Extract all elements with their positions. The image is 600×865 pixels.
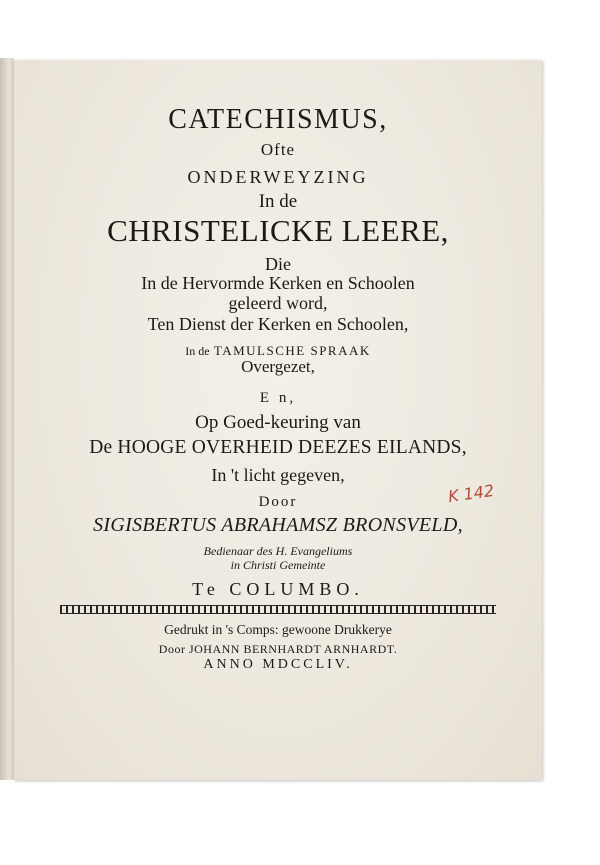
dienst-line: Ten Dienst der Kerken en Schoolen, <box>147 314 409 334</box>
role-line-2: in Christi Gemeinte <box>230 558 326 572</box>
in-de-small: In de <box>185 344 210 358</box>
book-spine <box>0 58 14 780</box>
door-line: Door <box>258 494 298 510</box>
book-title: CATECHISMUS, <box>168 104 388 135</box>
place-line: Te COLUMBO. <box>192 579 364 599</box>
onderweyzing-line: ONDERWEYZING <box>187 167 369 187</box>
kerken-line: In de Hervormde Kerken en Schoolen <box>141 273 415 293</box>
overgezet-line: Overgezet, <box>241 357 315 376</box>
leere-line: CHRISTELICKE LEERE, <box>107 213 449 248</box>
printer-line-1: Gedrukt in 's Comps: gewoone Drukkerye <box>164 622 392 637</box>
ofte-line: Ofte <box>260 140 296 159</box>
in-de-line: In de <box>258 191 298 212</box>
die-line: Die <box>265 254 291 274</box>
author-line: SIGISBERTUS ABRAHAMSZ BRONSVELD, <box>93 514 463 536</box>
handwritten-annotation: K 142 <box>446 480 496 507</box>
overheid-line: De HOOGE OVERHEID DEEZES EILANDS, <box>89 437 467 458</box>
year-line: ANNO MDCCLIV. <box>203 657 353 672</box>
en-line: E n, <box>259 390 297 406</box>
ornamental-rule <box>60 605 496 614</box>
geleerd-line: geleerd word, <box>228 293 328 313</box>
goedkeuring-line: Op Goed-keuring van <box>195 412 361 433</box>
tamulsche-spraak: TAMULSCHE SPRAAK <box>213 343 371 358</box>
licht-line: In 't licht gegeven, <box>211 465 345 485</box>
title-page <box>14 60 542 780</box>
printer-line-2: Door JOHANN BERNHARDT ARNHARDT. <box>158 642 398 656</box>
role-line-1: Bedienaar des H. Evangeliums <box>203 544 353 558</box>
